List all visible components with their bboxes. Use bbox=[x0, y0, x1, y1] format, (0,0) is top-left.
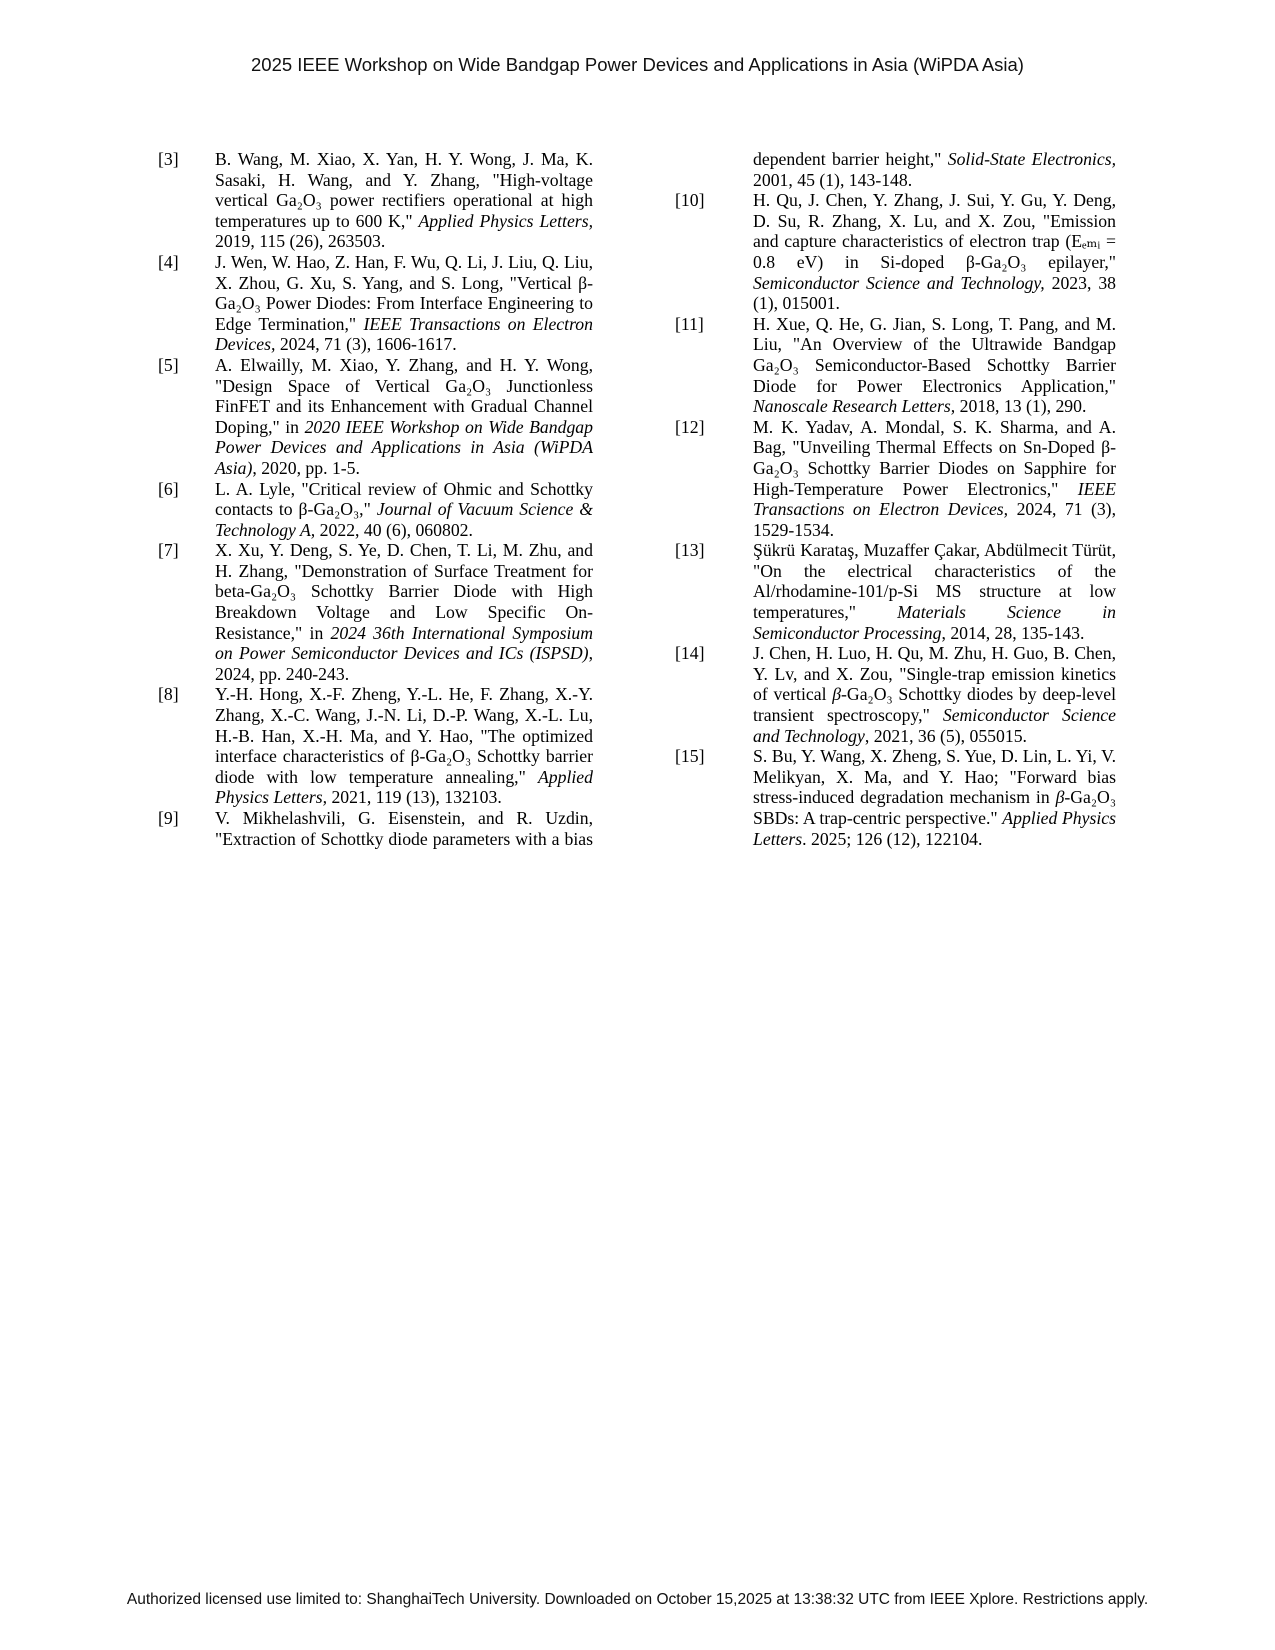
reference-text-segment: , 2020, pp. 1-5. bbox=[252, 457, 360, 478]
reference-number: [9] bbox=[158, 808, 179, 828]
reference-text bbox=[753, 314, 1116, 417]
reference-text-segment: B. Wang, M. Xiao, X. Yan, H. Y. Wong, J. Ma, K. Sasaki, H. Wang, and Y. Zhang, "High-voltage vertical Ga₂O₃ power rectifiers operational at high temperatures up to 600 K," bbox=[215, 149, 593, 231]
reference-item bbox=[158, 355, 593, 479]
reference-item bbox=[158, 684, 593, 808]
reference-text bbox=[215, 808, 593, 849]
reference-number: [8] bbox=[158, 684, 179, 705]
reference-text-segment: H. Xue, Q. He, G. Jian, S. Long, T. Pang, and M. Liu, "An Overview of the Ultrawide Bandgap Ga₂O₃ Semiconductor-Based Schottky Barrier Diode for Power Electronics Application," bbox=[753, 313, 1116, 396]
reference-text-segment: Şükrü Karataş, Muzaffer Çakar, Abdülmecit Türüt, "On the electrical characteristics of the Al/rhodamine-101/p-Si MS structure at low temperatures," bbox=[753, 540, 1116, 623]
reference-text-segment: . 2025; 126 (12), 122104. bbox=[802, 828, 983, 849]
reference-text-segment: 2023, 38 (1), 015001. bbox=[753, 272, 1116, 314]
reference-venue-italic: Applied Physics Letters bbox=[753, 808, 1116, 849]
reference-venue-italic: Solid-State Electronics, bbox=[947, 149, 1116, 169]
reference-text-segment: 2024, 71 (3), 1606-1617. bbox=[275, 334, 457, 355]
references-column-right bbox=[675, 149, 1116, 849]
reference-item bbox=[675, 314, 1116, 417]
reference-text bbox=[215, 479, 593, 541]
reference-text bbox=[753, 540, 1116, 643]
reference-text-segment: 2021, 119 (13), 132103. bbox=[327, 787, 502, 808]
reference-venue-italic: IEEE Transactions on Electron Devices, bbox=[753, 478, 1116, 520]
reference-text-segment: -Ga₂O₃ Schottky diodes by deep-level transient spectroscopy," bbox=[753, 684, 1117, 726]
references-column-left bbox=[158, 149, 593, 849]
reference-venue-italic: IEEE Transactions on Electron Devices, bbox=[215, 313, 593, 355]
reference-number: [14] bbox=[675, 643, 705, 664]
reference-text bbox=[753, 643, 1116, 746]
reference-number: [6] bbox=[158, 478, 179, 499]
reference-text-segment: J. Chen, H. Luo, H. Qu, M. Zhu, H. Guo, B. Chen, Y. Lv, and X. Zou, "Single-trap emission kinetics of vertical bbox=[753, 643, 1116, 705]
reference-number: [5] bbox=[158, 354, 179, 375]
reference-item bbox=[158, 479, 593, 541]
reference-number: [15] bbox=[675, 746, 705, 767]
reference-text-segment: 2019, 115 (26), 263503. bbox=[215, 231, 386, 252]
reference-text-segment: 2018, 13 (1), 290. bbox=[955, 396, 1087, 417]
copyright-notice: Authorized licensed use limited to: ShanghaiTech University. Downloaded on October 15,2025 at 13:38:32 UTC from IEEE Xplore. Restrictions apply. bbox=[126, 1591, 1149, 1608]
reference-number: [12] bbox=[675, 416, 705, 437]
reference-text bbox=[753, 190, 1116, 314]
reference-continuation bbox=[675, 149, 1116, 190]
reference-venue-italic: Semiconductor Science and Technology bbox=[753, 705, 1116, 746]
reference-text-segment: L. A. Lyle, "Critical review of Ohmic and Schottky contacts to β-Ga₂O₃," bbox=[215, 478, 593, 520]
reference-number: [3] bbox=[158, 149, 179, 169]
reference-number: [10] bbox=[675, 190, 705, 211]
reference-venue-italic: 2024 36th International Symposium on Power Semiconductor Devices and ICs (ISPSD) bbox=[215, 622, 593, 664]
reference-text-segment: X. Xu, Y. Deng, S. Ye, D. Chen, T. Li, M. Zhu, and H. Zhang, "Demonstration of Surface Treatment for beta-Ga₂O₃ Schottky Barrier Diode with High Breakdown Voltage and Low Specific On-Resistance," in bbox=[215, 540, 593, 643]
reference-venue-italic: Materials Science in Semiconductor Processing bbox=[753, 602, 1116, 643]
reference-text-segment: A. Elwailly, M. Xiao, Y. Zhang, and H. Y. Wong, "Design Space of Vertical Ga₂O₃ Junctionless FinFET and its Enhancement with Gradual Channel Doping," in bbox=[215, 354, 593, 437]
reference-venue-italic: Applied Physics Letters, bbox=[418, 210, 594, 231]
reference-text-segment: dependent barrier height," bbox=[753, 149, 948, 169]
reference-text bbox=[215, 540, 593, 684]
reference-number: [11] bbox=[675, 313, 704, 334]
reference-text-segment: , 2024, pp. 240-243. bbox=[215, 643, 593, 684]
reference-text-segment: , 2021, 36 (5), 055015. bbox=[864, 725, 1027, 746]
reference-text bbox=[215, 252, 593, 355]
reference-venue-italic: Applied Physics Letters, bbox=[215, 766, 593, 808]
reference-item bbox=[158, 540, 593, 684]
conference-header: 2025 IEEE Workshop on Wide Bandgap Power Devices and Applications in Asia (WiPDA Asia) bbox=[251, 54, 1024, 75]
reference-venue-italic: Journal of Vacuum Science & Technology A, bbox=[215, 499, 593, 540]
reference-venue-italic: β bbox=[832, 684, 842, 705]
reference-venue-italic: Nanoscale Research Letters, bbox=[753, 396, 956, 417]
reference-text bbox=[753, 149, 1116, 190]
reference-text bbox=[753, 417, 1116, 541]
reference-text-segment: S. Bu, Y. Wang, X. Zheng, S. Yue, D. Lin, L. Yi, V. Melikyan, X. Ma, and Y. Hao; "Forward bias stress-induced degradation mechanism in bbox=[753, 746, 1116, 808]
reference-venue-italic: β bbox=[1055, 787, 1065, 808]
reference-number: [13] bbox=[675, 540, 705, 561]
reference-item bbox=[675, 746, 1116, 849]
reference-item bbox=[158, 252, 593, 355]
reference-text bbox=[215, 684, 593, 808]
reference-item bbox=[675, 190, 1116, 314]
reference-text-segment: Y.-H. Hong, X.-F. Zheng, Y.-L. He, F. Zhang, X.-Y. Zhang, X.-C. Wang, J.-N. Li, D.-P. Wang, X.-L. Lu, H.-B. Han, X.-H. Ma, and Y. Hao, "The optimized interface characteristics of β-Ga₂O₃ Schottky barrier diode with low temperature annealing," bbox=[215, 684, 593, 787]
reference-text bbox=[215, 355, 593, 479]
reference-text-segment: V. Mikhelashvili, G. Eisenstein, and R. Uzdin, "Extraction of Schottky diode parameters with a bias bbox=[215, 808, 593, 849]
reference-text-segment: J. Wen, W. Hao, Z. Han, F. Wu, Q. Li, J. Liu, Q. Liu, X. Zhou, G. Xu, S. Yang, and S. Long, "Vertical β-Ga₂O₃ Power Diodes: From Interface Engineering to Edge Termination," bbox=[215, 251, 593, 334]
reference-item bbox=[158, 149, 593, 252]
reference-number: [4] bbox=[158, 251, 179, 272]
reference-item bbox=[675, 540, 1116, 643]
reference-item bbox=[675, 417, 1116, 541]
reference-text-segment: 2001, 45 (1), 143-148. bbox=[753, 169, 913, 190]
reference-venue-italic: 2020 IEEE Workshop on Wide Bandgap Power Devices and Applications in Asia (WiPDA Asia) bbox=[215, 416, 593, 478]
reference-text-segment: H. Qu, J. Chen, Y. Zhang, J. Sui, Y. Gu, Y. Deng, D. Su, R. Zhang, X. Lu, and X. Zou, "Emission and capture characteristics of electron trap (Eₑₘᵢ = 0.8 eV) in Si-doped β-Ga₂O₃ epilayer," bbox=[753, 190, 1116, 272]
reference-text-segment: M. K. Yadav, A. Mondal, S. K. Sharma, and A. Bag, "Unveiling Thermal Effects on Sn-Doped β-Ga₂O₃ Schottky Barrier Diodes on Sapphire for High-Temperature Power Electronics," bbox=[753, 416, 1116, 499]
reference-venue-italic: Semiconductor Science and Technology, bbox=[753, 272, 1045, 293]
reference-item bbox=[158, 808, 593, 849]
reference-item bbox=[675, 643, 1116, 746]
reference-text-segment: 2022, 40 (6), 060802. bbox=[315, 519, 473, 540]
reference-text-segment: , 2014, 28, 135-143. bbox=[941, 622, 1085, 643]
reference-text-segment: -Ga₂O₃ SBDs: A trap-centric perspective." bbox=[753, 787, 1116, 828]
reference-number: [7] bbox=[158, 540, 179, 561]
reference-text bbox=[215, 149, 593, 252]
reference-text bbox=[753, 746, 1116, 849]
reference-text-segment: 2024, 71 (3), 1529-1534. bbox=[753, 499, 1116, 540]
